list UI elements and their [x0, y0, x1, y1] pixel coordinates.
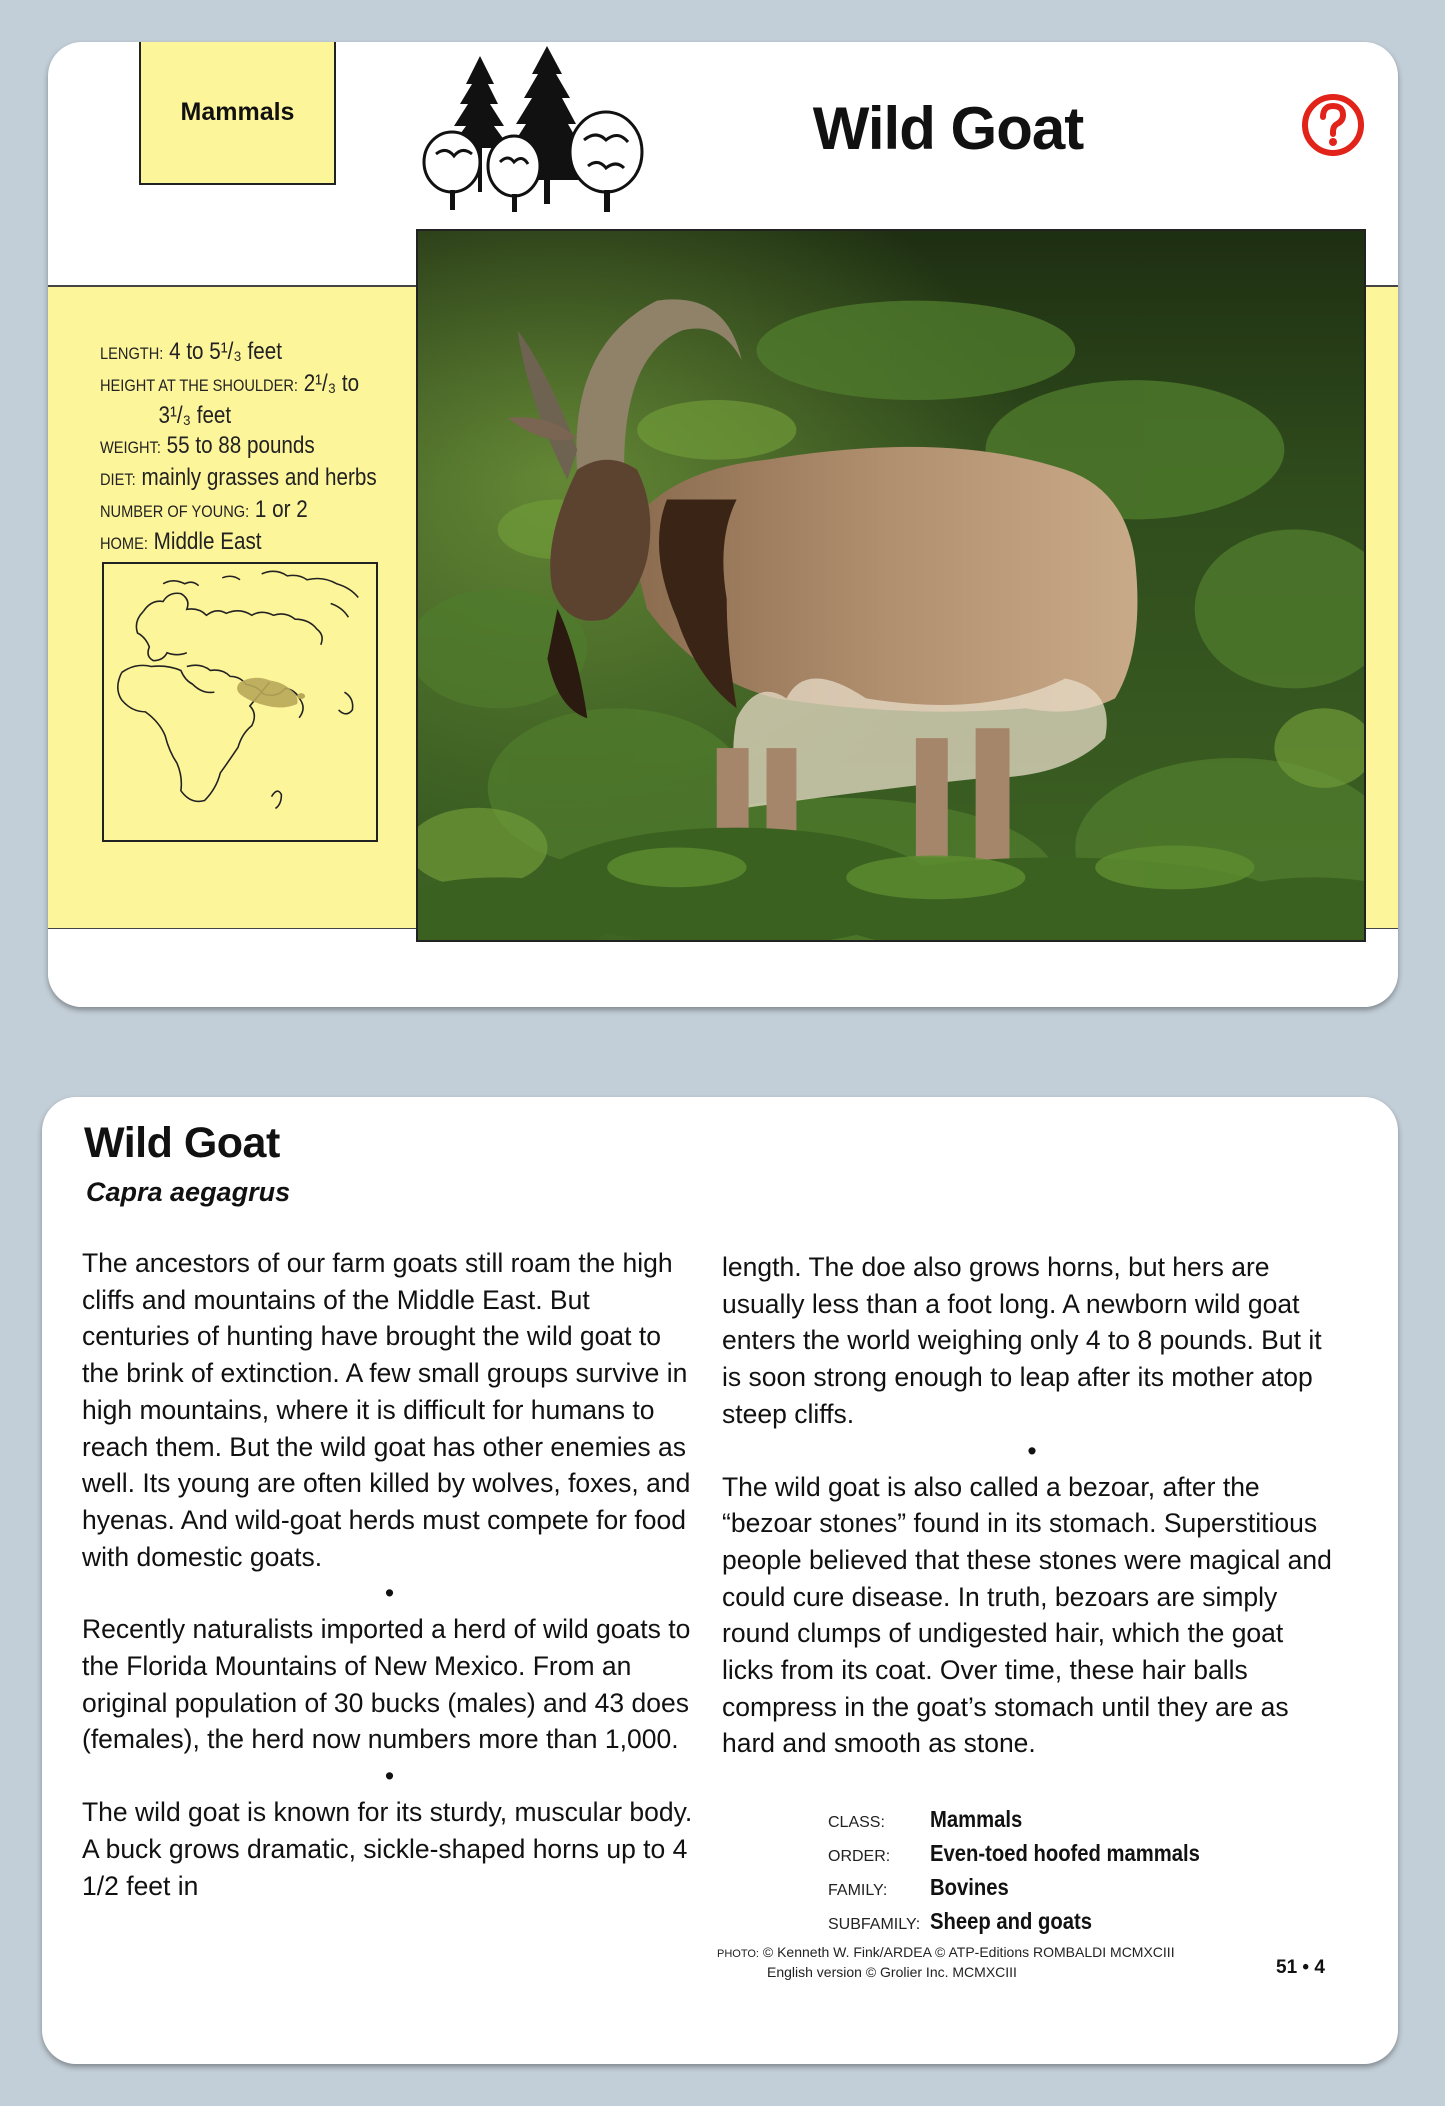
stat-length	[100, 337, 427, 369]
photo-credit	[717, 1943, 1277, 1981]
height-value: 2¹/₃ to	[303, 370, 360, 397]
order-row	[828, 1838, 1237, 1872]
category-tab	[139, 42, 336, 185]
paragraph: length. The doe also grows horns, but hers are usually less than a foot long. A newborn wild goat enters the world weighing only 4 to 8 pounds. But it is soon strong enough to leap after its mother atop steep cliffs.	[722, 1252, 1322, 1429]
stat-home	[100, 527, 427, 559]
young-value: 1 or 2	[254, 496, 308, 523]
family-label: FAMILY:	[828, 1882, 888, 1899]
young-label: NUMBER OF YOUNG:	[100, 502, 250, 521]
height-value-cont: 3¹/₃ feet	[158, 402, 232, 429]
family-value: Bovines	[930, 1874, 1009, 1900]
subfamily-value: Sheep and goats	[930, 1908, 1092, 1934]
height-label: HEIGHT AT THE SHOULDER:	[100, 376, 298, 395]
question-mark-icon[interactable]	[1300, 92, 1366, 158]
bullet-separator: •	[384, 1761, 395, 1792]
paragraph: The wild goat is also called a bezoar, after the “bezoar stones” found in its stomach. Superstitious people believed that these stones were magical and could cure disease. In truth, bezoars are simply round clumps of undigested hair, which the goat licks from its coat. Over time, these hair balls compress in the goat’s stomach until they are as hard and smooth as stone.	[722, 1471, 1332, 1759]
diet-value: mainly grasses and herbs	[141, 464, 377, 491]
card-title: Wild Goat	[812, 95, 1084, 162]
credit-line-2: English version © Grolier Inc. MCMXCIII	[767, 1964, 1017, 1980]
front-card	[48, 42, 1398, 1007]
credit-photo-label: PHOTO:	[717, 1948, 759, 1960]
class-row	[828, 1804, 1237, 1838]
weight-label: WEIGHT:	[100, 438, 161, 457]
stats-panel	[100, 337, 427, 559]
back-card	[42, 1097, 1398, 2064]
back-title: Wild Goat	[84, 1119, 280, 1167]
paragraph: The ancestors of our farm goats still roam the high cliffs and mountains of the Middle East. But centuries of hunting have brought the wild goat to the brink of extinction. A few small groups survive in high mountains, where it is difficult for humans to reach them. But the wild goat has other enemies as well. Its young are often killed by wolves, foxes, and hyenas. And wild-goat herds must compete for food with domestic goats.	[82, 1248, 691, 1572]
home-label: HOME:	[100, 534, 148, 553]
length-value: 4 to 5¹/₃ feet	[169, 338, 282, 365]
subfamily-label: SUBFAMILY:	[828, 1916, 921, 1933]
bullet-separator: •	[384, 1578, 395, 1609]
subfamily-row	[828, 1906, 1237, 1940]
scientific-name: Capra aegagrus	[86, 1177, 291, 1207]
card-number: 51 • 4	[1276, 1957, 1325, 1978]
class-label: CLASS:	[828, 1814, 885, 1831]
forest-trees-icon	[416, 44, 676, 216]
weight-value: 55 to 88 pounds	[166, 432, 315, 459]
length-label: LENGTH:	[100, 344, 164, 363]
category-label: Mammals	[180, 98, 295, 126]
class-value: Mammals	[930, 1806, 1023, 1832]
paragraph: The wild goat is known for its sturdy, muscular body. A buck grows dramatic, sickle-shaped horns up to 4 1/2 feet in	[82, 1797, 693, 1901]
goat-photo	[416, 229, 1366, 942]
range-map	[102, 562, 378, 842]
classification-table	[828, 1804, 1237, 1940]
paragraph: Recently naturalists imported a herd of wild goats to the Florida Mountains of New Mexico. From an original population of 30 bucks (males) and 43 does (females), the herd now numbers more than 1,000.	[82, 1614, 691, 1755]
stat-weight	[100, 431, 427, 463]
home-value: Middle East	[153, 528, 262, 555]
text-column-right	[722, 1249, 1342, 1762]
diet-label: DIET:	[100, 470, 136, 489]
text-column-left	[82, 1245, 697, 1904]
stat-diet	[100, 463, 427, 495]
stat-young	[100, 495, 427, 527]
bullet-separator: •	[1027, 1435, 1037, 1466]
order-label: ORDER:	[828, 1848, 891, 1865]
credit-line-1: © Kenneth W. Fink/ARDEA © ATP-Editions ROMBALDI MCMXCIII	[762, 1944, 1175, 1960]
family-row	[828, 1872, 1237, 1906]
stat-height	[100, 369, 427, 401]
order-value: Even-toed hoofed mammals	[930, 1840, 1200, 1866]
